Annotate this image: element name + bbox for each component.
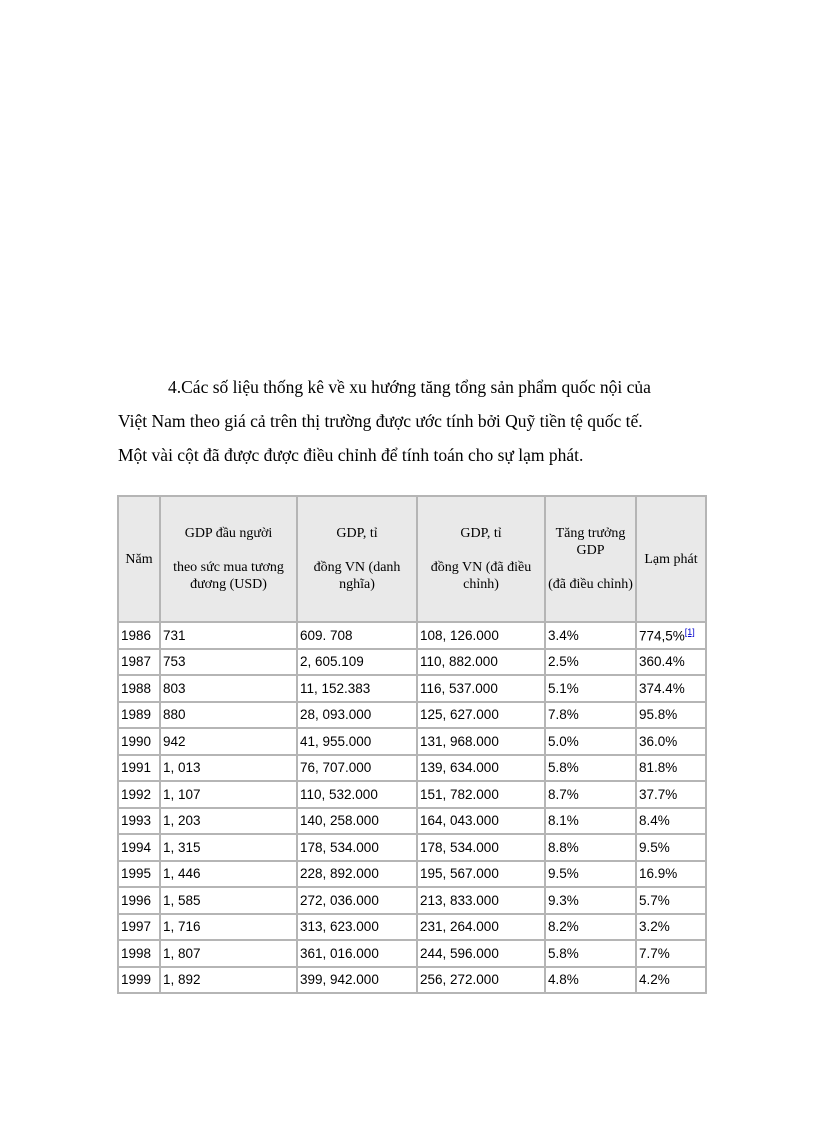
cell-year xyxy=(118,861,160,888)
table-row xyxy=(118,728,706,755)
header-text: (đã điều chỉnh) xyxy=(548,577,633,592)
cell-inflation xyxy=(636,834,706,861)
cell-gdp-adjusted xyxy=(417,808,545,835)
table-row xyxy=(118,755,706,782)
cell-gdp-pc xyxy=(160,914,297,941)
cell-growth xyxy=(545,861,636,888)
cell-value: 272, 036.000 xyxy=(300,892,379,908)
cell-gdp-adjusted xyxy=(417,622,545,649)
cell-value: 753 xyxy=(163,654,186,670)
cell-value: 213, 833.000 xyxy=(420,892,499,908)
cell-gdp-nominal xyxy=(297,622,417,649)
paragraph-line: Một vài cột đã được được điều chỉnh để tính toán cho sự lạm phát. xyxy=(118,445,584,465)
cell-value: 231, 264.000 xyxy=(420,919,499,935)
cell-value: 140, 258.000 xyxy=(300,813,379,829)
cell-inflation xyxy=(636,967,706,994)
paragraph-line: 4.Các số liệu thống kê về xu hướng tăng tổng sản phẩm quốc nội của xyxy=(168,377,651,397)
cell-value: 5.8% xyxy=(548,760,579,776)
cell-gdp-nominal xyxy=(297,940,417,967)
cell-year xyxy=(118,887,160,914)
cell-value: 116, 537.000 xyxy=(420,680,498,696)
header-text: đồng VN (danh nghĩa) xyxy=(313,560,401,592)
cell-gdp-nominal xyxy=(297,728,417,755)
cell-growth xyxy=(545,781,636,808)
cell-value: 16.9% xyxy=(639,866,678,882)
cell-growth xyxy=(545,967,636,994)
cell-inflation xyxy=(636,808,706,835)
cell-value: 9.5% xyxy=(548,866,579,882)
cell-year xyxy=(118,834,160,861)
cell-gdp-adjusted xyxy=(417,887,545,914)
cell-gdp-adjusted xyxy=(417,940,545,967)
cell-inflation xyxy=(636,675,706,702)
cell-value: 9.3% xyxy=(548,892,579,908)
cell-value: 1990 xyxy=(121,733,152,749)
intro-paragraph xyxy=(118,370,708,472)
cell-value: 8.2% xyxy=(548,919,579,935)
cell-gdp-pc xyxy=(160,861,297,888)
cell-value: 81.8% xyxy=(639,760,678,776)
cell-value: 151, 782.000 xyxy=(420,786,499,802)
table-header-row xyxy=(118,496,706,622)
cell-value: 178, 534.000 xyxy=(300,839,379,855)
cell-gdp-nominal xyxy=(297,834,417,861)
cell-year xyxy=(118,755,160,782)
cell-value: 3.2% xyxy=(639,919,670,935)
cell-value: 8.7% xyxy=(548,786,579,802)
cell-gdp-nominal xyxy=(297,649,417,676)
cell-growth xyxy=(545,649,636,676)
cell-gdp-adjusted xyxy=(417,755,545,782)
cell-value: 313, 623.000 xyxy=(300,919,379,935)
table-row xyxy=(118,940,706,967)
cell-inflation xyxy=(636,702,706,729)
cell-gdp-nominal xyxy=(297,887,417,914)
cell-value: 880 xyxy=(163,707,186,723)
cell-inflation xyxy=(636,861,706,888)
cell-inflation xyxy=(636,781,706,808)
cell-value: 37.7% xyxy=(639,786,678,802)
cell-gdp-adjusted xyxy=(417,649,545,676)
cell-gdp-nominal xyxy=(297,675,417,702)
cell-value: 7.7% xyxy=(639,945,670,961)
cell-value: 774,5% xyxy=(639,628,685,644)
cell-inflation xyxy=(636,728,706,755)
cell-gdp-pc xyxy=(160,834,297,861)
cell-value: 139, 634.000 xyxy=(420,760,499,776)
cell-year xyxy=(118,967,160,994)
cell-gdp-pc xyxy=(160,755,297,782)
cell-value: 942 xyxy=(163,733,186,749)
cell-gdp-adjusted xyxy=(417,675,545,702)
cell-value: 11, 152.383 xyxy=(300,680,371,696)
cell-value: 125, 627.000 xyxy=(420,707,499,723)
cell-gdp-nominal xyxy=(297,967,417,994)
cell-value: 256, 272.000 xyxy=(420,972,499,988)
cell-year xyxy=(118,914,160,941)
cell-value: 8.4% xyxy=(639,813,670,829)
cell-year xyxy=(118,781,160,808)
cell-value: 1991 xyxy=(121,760,152,776)
cell-gdp-adjusted xyxy=(417,781,545,808)
cell-gdp-adjusted xyxy=(417,834,545,861)
cell-gdp-pc xyxy=(160,887,297,914)
cell-value: 28, 093.000 xyxy=(300,707,372,723)
cell-value: 8.1% xyxy=(548,813,579,829)
cell-value: 361, 016.000 xyxy=(300,945,379,961)
footnote-link[interactable]: [1] xyxy=(684,627,695,637)
cell-gdp-pc xyxy=(160,808,297,835)
cell-gdp-pc xyxy=(160,649,297,676)
cell-value: 1987 xyxy=(121,654,152,670)
cell-value: 178, 534.000 xyxy=(420,839,499,855)
header-gdp-per-capita xyxy=(160,496,297,622)
cell-value: 2.5% xyxy=(548,654,579,670)
table-row xyxy=(118,914,706,941)
cell-value: 1988 xyxy=(121,680,152,696)
cell-gdp-adjusted xyxy=(417,914,545,941)
cell-value: 374.4% xyxy=(639,680,685,696)
cell-value: 3.4% xyxy=(548,627,579,643)
table-row xyxy=(118,808,706,835)
cell-value: 1, 892 xyxy=(163,972,201,988)
cell-value: 195, 567.000 xyxy=(420,866,499,882)
cell-gdp-adjusted xyxy=(417,728,545,755)
cell-value: 609. 708 xyxy=(300,627,353,643)
cell-value: 1, 203 xyxy=(163,813,201,829)
header-year: Năm xyxy=(118,496,160,622)
cell-year xyxy=(118,649,160,676)
table-row xyxy=(118,622,706,649)
cell-value: 76, 707.000 xyxy=(300,760,372,776)
header-growth xyxy=(545,496,636,622)
cell-gdp-pc xyxy=(160,940,297,967)
cell-growth xyxy=(545,702,636,729)
cell-value: 36.0% xyxy=(639,733,678,749)
cell-gdp-pc xyxy=(160,728,297,755)
cell-inflation xyxy=(636,940,706,967)
header-inflation: Lạm phát xyxy=(636,496,706,622)
cell-year xyxy=(118,675,160,702)
table-row xyxy=(118,834,706,861)
cell-value: 1989 xyxy=(121,707,152,723)
table-row xyxy=(118,702,706,729)
header-text: theo sức mua tương đương (USD) xyxy=(173,560,284,592)
cell-gdp-adjusted xyxy=(417,861,545,888)
header-text: đồng VN (đã điều chỉnh) xyxy=(430,560,532,592)
cell-gdp-pc xyxy=(160,967,297,994)
cell-year xyxy=(118,728,160,755)
cell-value: 1, 716 xyxy=(163,919,201,935)
header-text: GDP, tỉ xyxy=(336,526,378,541)
cell-value: 164, 043.000 xyxy=(420,813,499,829)
cell-inflation xyxy=(636,914,706,941)
cell-gdp-adjusted xyxy=(417,702,545,729)
cell-gdp-nominal xyxy=(297,861,417,888)
cell-value: 1, 807 xyxy=(163,945,201,961)
cell-value: 41, 955.000 xyxy=(300,733,372,749)
cell-gdp-nominal xyxy=(297,781,417,808)
cell-growth xyxy=(545,755,636,782)
cell-value: 7.8% xyxy=(548,707,579,723)
paragraph-line: Việt Nam theo giá cả trên thị trường được ước tính bởi Quỹ tiền tệ quốc tế. xyxy=(118,411,643,431)
table-row xyxy=(118,861,706,888)
cell-value: 1, 013 xyxy=(163,760,201,776)
cell-year xyxy=(118,940,160,967)
cell-value: 8.8% xyxy=(548,839,579,855)
cell-inflation xyxy=(636,887,706,914)
cell-gdp-nominal xyxy=(297,755,417,782)
cell-value: 228, 892.000 xyxy=(300,866,379,882)
cell-value: 1994 xyxy=(121,839,152,855)
cell-year xyxy=(118,808,160,835)
cell-value: 2, 605.109 xyxy=(300,654,364,670)
cell-growth xyxy=(545,808,636,835)
cell-value: 1, 315 xyxy=(163,839,201,855)
cell-value: 1998 xyxy=(121,945,152,961)
header-gdp-adjusted xyxy=(417,496,545,622)
table-row xyxy=(118,967,706,994)
cell-growth xyxy=(545,887,636,914)
cell-value: 4.2% xyxy=(639,972,670,988)
cell-gdp-nominal xyxy=(297,702,417,729)
header-text: GDP đầu người xyxy=(184,526,273,541)
cell-gdp-nominal xyxy=(297,808,417,835)
cell-value: 1996 xyxy=(121,892,152,908)
cell-value: 1997 xyxy=(121,919,152,935)
cell-value: 131, 968.000 xyxy=(420,733,499,749)
table-row xyxy=(118,675,706,702)
cell-value: 1, 446 xyxy=(163,866,201,882)
table-row xyxy=(118,781,706,808)
table-row xyxy=(118,649,706,676)
cell-value: 95.8% xyxy=(639,707,678,723)
cell-year xyxy=(118,622,160,649)
cell-value: 9.5% xyxy=(639,839,670,855)
cell-growth xyxy=(545,834,636,861)
cell-value: 110, 882.000 xyxy=(420,654,498,670)
cell-value: 803 xyxy=(163,680,186,696)
cell-value: 5.1% xyxy=(548,680,579,696)
cell-value: 360.4% xyxy=(639,654,685,670)
cell-growth xyxy=(545,622,636,649)
cell-gdp-pc xyxy=(160,702,297,729)
cell-growth xyxy=(545,728,636,755)
gdp-table xyxy=(117,495,707,994)
cell-value: 5.8% xyxy=(548,945,579,961)
cell-value: 108, 126.000 xyxy=(420,627,499,643)
cell-value: 110, 532.000 xyxy=(300,786,378,802)
cell-gdp-pc xyxy=(160,675,297,702)
cell-value: 399, 942.000 xyxy=(300,972,379,988)
cell-inflation xyxy=(636,755,706,782)
table-row xyxy=(118,887,706,914)
cell-gdp-pc xyxy=(160,622,297,649)
cell-value: 1993 xyxy=(121,813,152,829)
cell-inflation xyxy=(636,649,706,676)
cell-value: 1986 xyxy=(121,627,152,643)
cell-value: 1995 xyxy=(121,866,152,882)
cell-value: 1992 xyxy=(121,786,152,802)
cell-value: 4.8% xyxy=(548,972,579,988)
cell-value: 5.7% xyxy=(639,892,670,908)
cell-value: 244, 596.000 xyxy=(420,945,499,961)
header-gdp-nominal xyxy=(297,496,417,622)
cell-growth xyxy=(545,940,636,967)
cell-growth xyxy=(545,675,636,702)
cell-value: 1, 585 xyxy=(163,892,201,908)
cell-value: 1999 xyxy=(121,972,152,988)
cell-growth xyxy=(545,914,636,941)
cell-inflation xyxy=(636,622,706,649)
cell-gdp-nominal xyxy=(297,914,417,941)
cell-year xyxy=(118,702,160,729)
cell-gdp-pc xyxy=(160,781,297,808)
cell-value: 1, 107 xyxy=(163,786,201,802)
cell-gdp-adjusted xyxy=(417,967,545,994)
header-text: Tăng trưởng GDP xyxy=(555,526,626,558)
header-text: GDP, tỉ xyxy=(460,526,502,541)
cell-value: 731 xyxy=(163,627,186,643)
cell-value: 5.0% xyxy=(548,733,579,749)
